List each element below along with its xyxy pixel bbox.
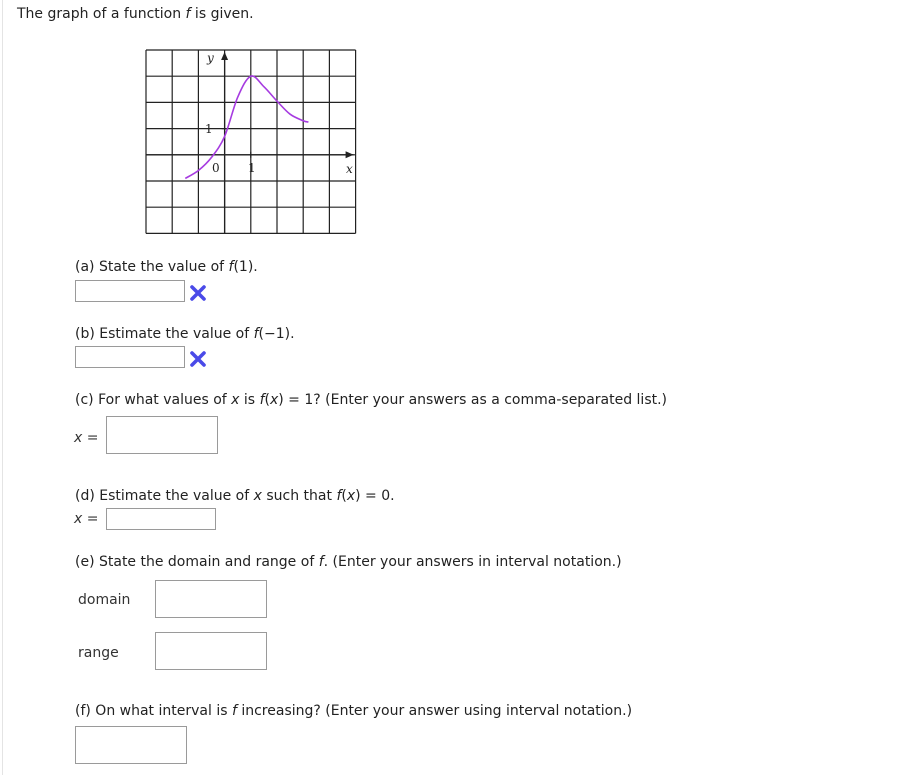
domain-label: domain <box>78 592 131 608</box>
graph-grid <box>146 50 356 233</box>
wrong-mark-a-icon <box>189 284 207 302</box>
question-e: (e) State the domain and range of f. (Enter your answers in interval notation.) <box>75 554 622 570</box>
x-tick-label: 1 <box>248 161 256 175</box>
x-axis-arrow-icon <box>346 151 354 158</box>
range-input[interactable] <box>155 632 267 670</box>
range-label: range <box>78 645 119 661</box>
answer-c-input[interactable] <box>106 416 218 454</box>
function-curve <box>185 76 308 178</box>
graph-axes <box>146 52 354 233</box>
question-d: (d) Estimate the value of x such that f(x) = 0. <box>75 488 395 504</box>
x-label-c: x = <box>74 430 99 446</box>
question-a: (a) State the value of f(1). <box>75 259 258 275</box>
answer-d-input[interactable] <box>106 508 216 530</box>
question-b: (b) Estimate the value of f(−1). <box>75 326 295 342</box>
answer-f-input[interactable] <box>75 726 187 764</box>
y-axis-label: y <box>207 51 214 65</box>
content-frame <box>2 0 905 775</box>
y-tick-label: 1 <box>205 122 213 136</box>
x-label-d: x = <box>74 511 99 527</box>
question-c: (c) For what values of x is f(x) = 1? (Enter your answers as a comma-separated list.) <box>75 392 668 408</box>
x-axis-label: x <box>346 162 353 176</box>
answer-a-input[interactable] <box>75 280 185 302</box>
answer-b-input[interactable] <box>75 346 185 368</box>
wrong-mark-b-icon <box>189 350 207 368</box>
domain-input[interactable] <box>155 580 267 618</box>
origin-label: 0 <box>212 161 220 175</box>
question-f: (f) On what interval is f increasing? (Enter your answer using interval notation.) <box>75 703 633 719</box>
y-axis-arrow-icon <box>221 52 228 60</box>
function-graph <box>145 49 357 237</box>
intro-text: The graph of a function f is given. <box>17 6 254 22</box>
